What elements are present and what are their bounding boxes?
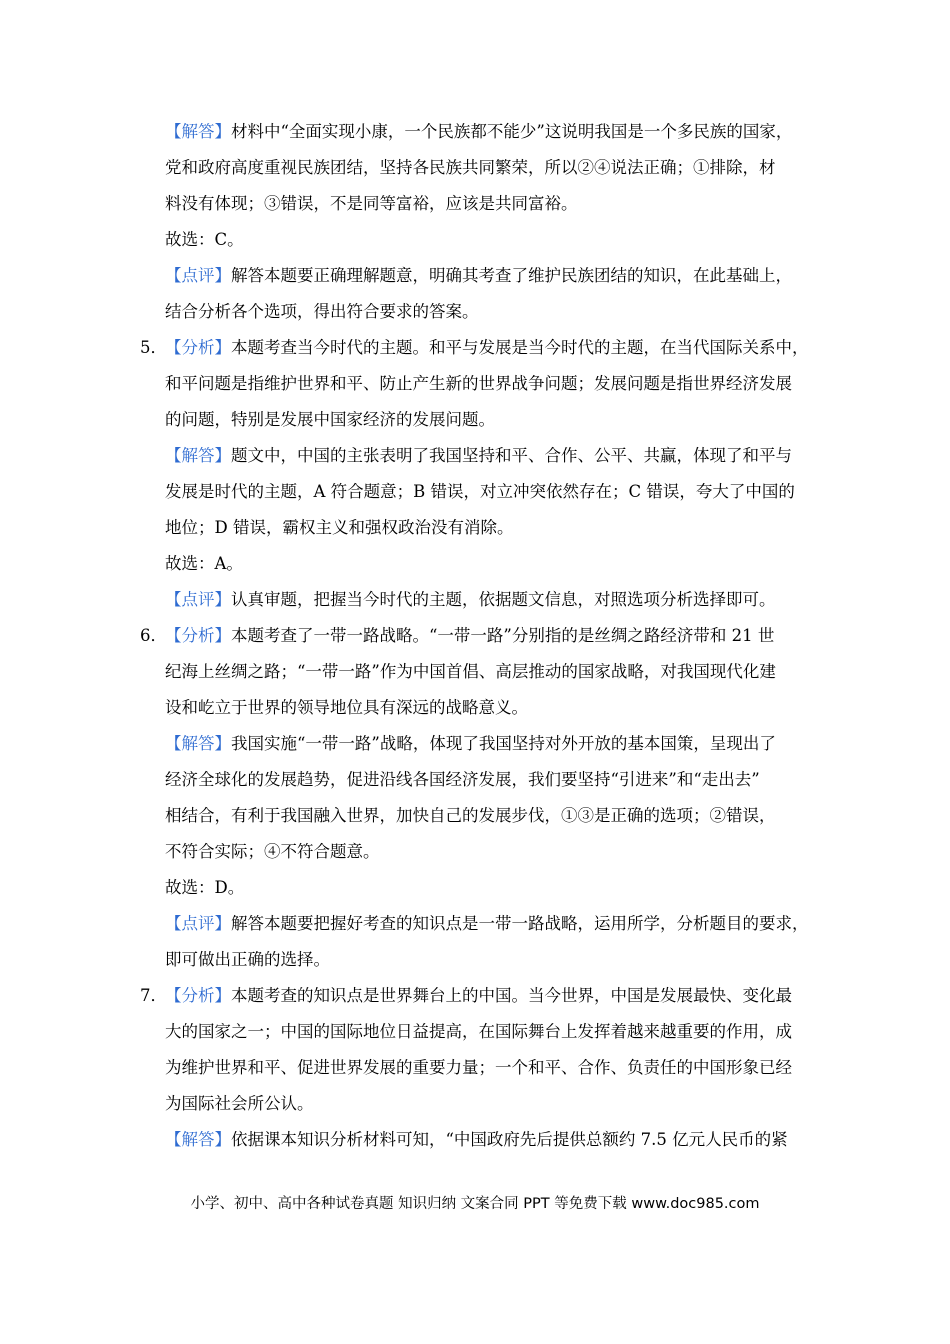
text-line [165,300,825,324]
text-line [165,372,825,396]
text-line [165,264,825,288]
line-text: 为维护世界和平、促进世界发展的重要力量；一个和平、合作、负责任的中国形象已经 [165,1058,792,1077]
question-number: 6． [140,626,167,645]
line-text: 料没有体现；③错误，不是同等富裕，应该是共同富裕。 [165,194,578,213]
section-tag: 【解答】 [165,734,231,753]
text-line [165,804,825,828]
section-tag: 【解答】 [165,446,231,465]
line-text: 大的国家之一；中国的国际地位日益提高，在国际舞台上发挥着越来越重要的作用，成 [165,1022,792,1041]
text-line [165,732,825,756]
text-line [165,948,825,972]
line-text: 我国实施“一带一路”战略，体现了我国坚持对外开放的基本国策，呈现出了 [231,734,776,753]
line-text: 结合分析各个选项，得出符合要求的答案。 [165,302,479,321]
line-text: 故选：A。 [165,554,243,573]
line-text: 本题考查了一带一路战略。“一带一路”分别指的是丝绸之路经济带和 21 世 [231,626,775,645]
text-line [165,660,825,684]
text-line [165,516,825,540]
text-line [165,228,825,252]
page-footer: 小学、初中、高中各种试卷真题 知识归纳 文案合同 PPT 等免费下载 www.doc985.com [190,1196,760,1212]
text-line [165,336,825,360]
line-text: 解答本题要正确理解题意，明确其考查了维护民族团结的知识，在此基础上， [231,266,792,285]
question-number: 5． [140,338,167,357]
text-line [165,156,825,180]
line-text: 地位；D 错误，霸权主义和强权政治没有消除。 [165,518,514,537]
text-line [165,1056,825,1080]
text-line [165,768,825,792]
section-tag: 【点评】 [165,590,231,609]
text-line [165,1128,825,1152]
line-text: 解答本题要把握好考查的知识点是一带一路战略，运用所学，分析题目的要求， [231,914,809,933]
section-tag: 【分析】 [165,626,231,645]
line-text: 依据课本知识分析材料可知，“中国政府先后提供总额约 7.5 亿元人民币的紧 [231,1130,788,1149]
text-line [165,480,825,504]
section-tag: 【点评】 [165,266,231,285]
line-text: 本题考查的知识点是世界舞台上的中国。当今世界，中国是发展最快、变化最 [231,986,792,1005]
section-tag: 【分析】 [165,986,231,1005]
text-line [165,192,825,216]
line-text: 题文中，中国的主张表明了我国坚持和平、合作、公平、共赢，体现了和平与 [231,446,792,465]
line-text: 和平问题是指维护世界和平、防止产生新的世界战争问题；发展问题是指世界经济发展 [165,374,792,393]
line-text: 设和屹立于世界的领导地位具有深远的战略意义。 [165,698,528,717]
section-tag: 【解答】 [165,1130,231,1149]
section-tag: 【分析】 [165,338,231,357]
line-text: 发展是时代的主题，A 符合题意；B 错误，对立冲突依然存在；C 错误，夸大了中国的 [165,482,795,501]
line-text: 纪海上丝绸之路；“一带一路”作为中国首倡、高层推动的国家战略，对我国现代化建 [165,662,776,681]
line-text: 故选：C。 [165,230,244,249]
text-line [165,984,825,1008]
question-number: 7． [140,986,167,1005]
text-line [165,120,825,144]
line-text: 故选：D。 [165,878,245,897]
line-text: 认真审题，把握当今时代的主题，依据题文信息，对照选项分析选择即可。 [231,590,776,609]
line-text: 即可做出正确的选择。 [165,950,330,969]
section-tag: 【点评】 [165,914,231,933]
line-text: 党和政府高度重视民族团结，坚持各民族共同繁荣，所以②④说法正确；①排除，材 [165,158,776,177]
line-text: 的问题，特别是发展中国家经济的发展问题。 [165,410,495,429]
text-line [165,696,825,720]
line-text: 不符合实际；④不符合题意。 [165,842,380,861]
line-text: 相结合，有利于我国融入世界，加快自己的发展步伐，①③是正确的选项；②错误， [165,806,776,825]
line-text: 材料中“全面实现小康，一个民族都不能少”这说明我国是一个多民族的国家， [231,122,793,141]
text-line [165,876,825,900]
text-line [165,408,825,432]
text-line [165,624,825,648]
text-line [165,1020,825,1044]
text-line [165,588,825,612]
line-text: 本题考查当今时代的主题。和平与发展是当今时代的主题，在当代国际关系中， [231,338,809,357]
text-line [165,1092,825,1116]
text-line [165,552,825,576]
text-line [165,840,825,864]
text-line [165,912,825,936]
text-line [165,444,825,468]
line-text: 为国际社会所公认。 [165,1094,314,1113]
section-tag: 【解答】 [165,122,231,141]
line-text: 经济全球化的发展趋势，促进沿线各国经济发展，我们要坚持“引进来”和“走出去” [165,770,760,789]
